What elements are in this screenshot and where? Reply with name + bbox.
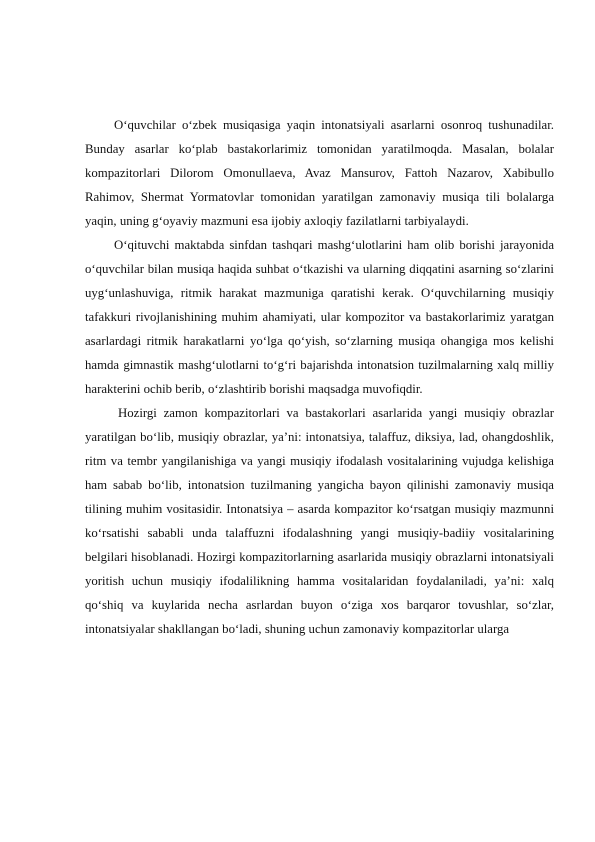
paragraph-1: O‘quvchilar o‘zbek musiqasiga yaqin intonatsiyali asarlarni osonroq tushunadilar. Bunday asarlar ko‘plab bastakorlarimiz tomonidan yaratilmoqda. Masalan, bolalar kompazitorlari Dilorom Omonullaeva, Avaz Mansurov, Fattoh Nazarov, Xabibullo Rahimov, Shermat Yormatovlar tomonidan yaratilgan zamonaviy musiqa tili bolalarga yaqin, uning g‘oyaviy mazmuni esa ijobiy axloqiy fazilatlarni tarbiyalaydi. bbox=[85, 118, 554, 228]
paragraph-2: O‘qituvchi maktabda sinfdan tashqari mashg‘ulotlarini ham olib borishi jarayonida o‘quvchilar bilan musiqa haqida suhbat o‘tkazishi va ularning diqqatini asarning so‘zlarini uyg‘unlashuviga, ritmik harakat mazmuniga qaratishi kerak. O‘quvchilarning musiqiy tafakkuri rivojlanishining muhim ahamiyati, ular kompozitor va bastakorlarimiz yaratgan asarlardagi ritmik harakatlarni yo‘lga qo‘yish, so‘zlarning musiqa ohangiga mos kelishi hamda gimnastik mashg‘ulotlarni to‘g‘ri bajarishda intonatsion tuzilmalarning xalq milliy harakterini ochib berib, o‘zlashtirib borishi maqsadga muvofiqdir. bbox=[85, 238, 554, 396]
document-page bbox=[85, 113, 554, 641]
paragraph-3: Hozirgi zamon kompazitorlari va bastakorlari asarlarida yangi musiqiy obrazlar yaratilgan bo‘lib, musiqiy obrazlar, ya’ni: intonatsiya, talaffuz, diksiya, lad, ohangdoshlik, ritm va tembr yangilanishiga va yangi musiqiy ifodalash vositalarining vujudga kelishiga ham sabab bo‘lib, intonatsion tuzilmaning yangicha bayon qilinishi zamonaviy musiqa tilining muhim vositasidir. Intonatsiya – asarda kompazitor ko‘rsatgan musiqiy mazmunni ko‘rsatishi sababli unda talaffuzni ifodalashning yangi musiqiy-badiiy vositalarining belgilari hisoblanadi. Hozirgi kompazitorlarning asarlarida musiqiy obrazlarni intonatsiyali yoritish uchun musiqiy ifodalilikning hamma vositalaridan foydalaniladi, ya’ni: xalq qo‘shiq va kuylarida necha asrlardan buyon o‘ziga xos barqaror tovushlar, so‘zlar, intonatsiyalar shakllangan bo‘ladi, shuning uchun zamonaviy kompazitorlar ularga bbox=[85, 406, 554, 636]
